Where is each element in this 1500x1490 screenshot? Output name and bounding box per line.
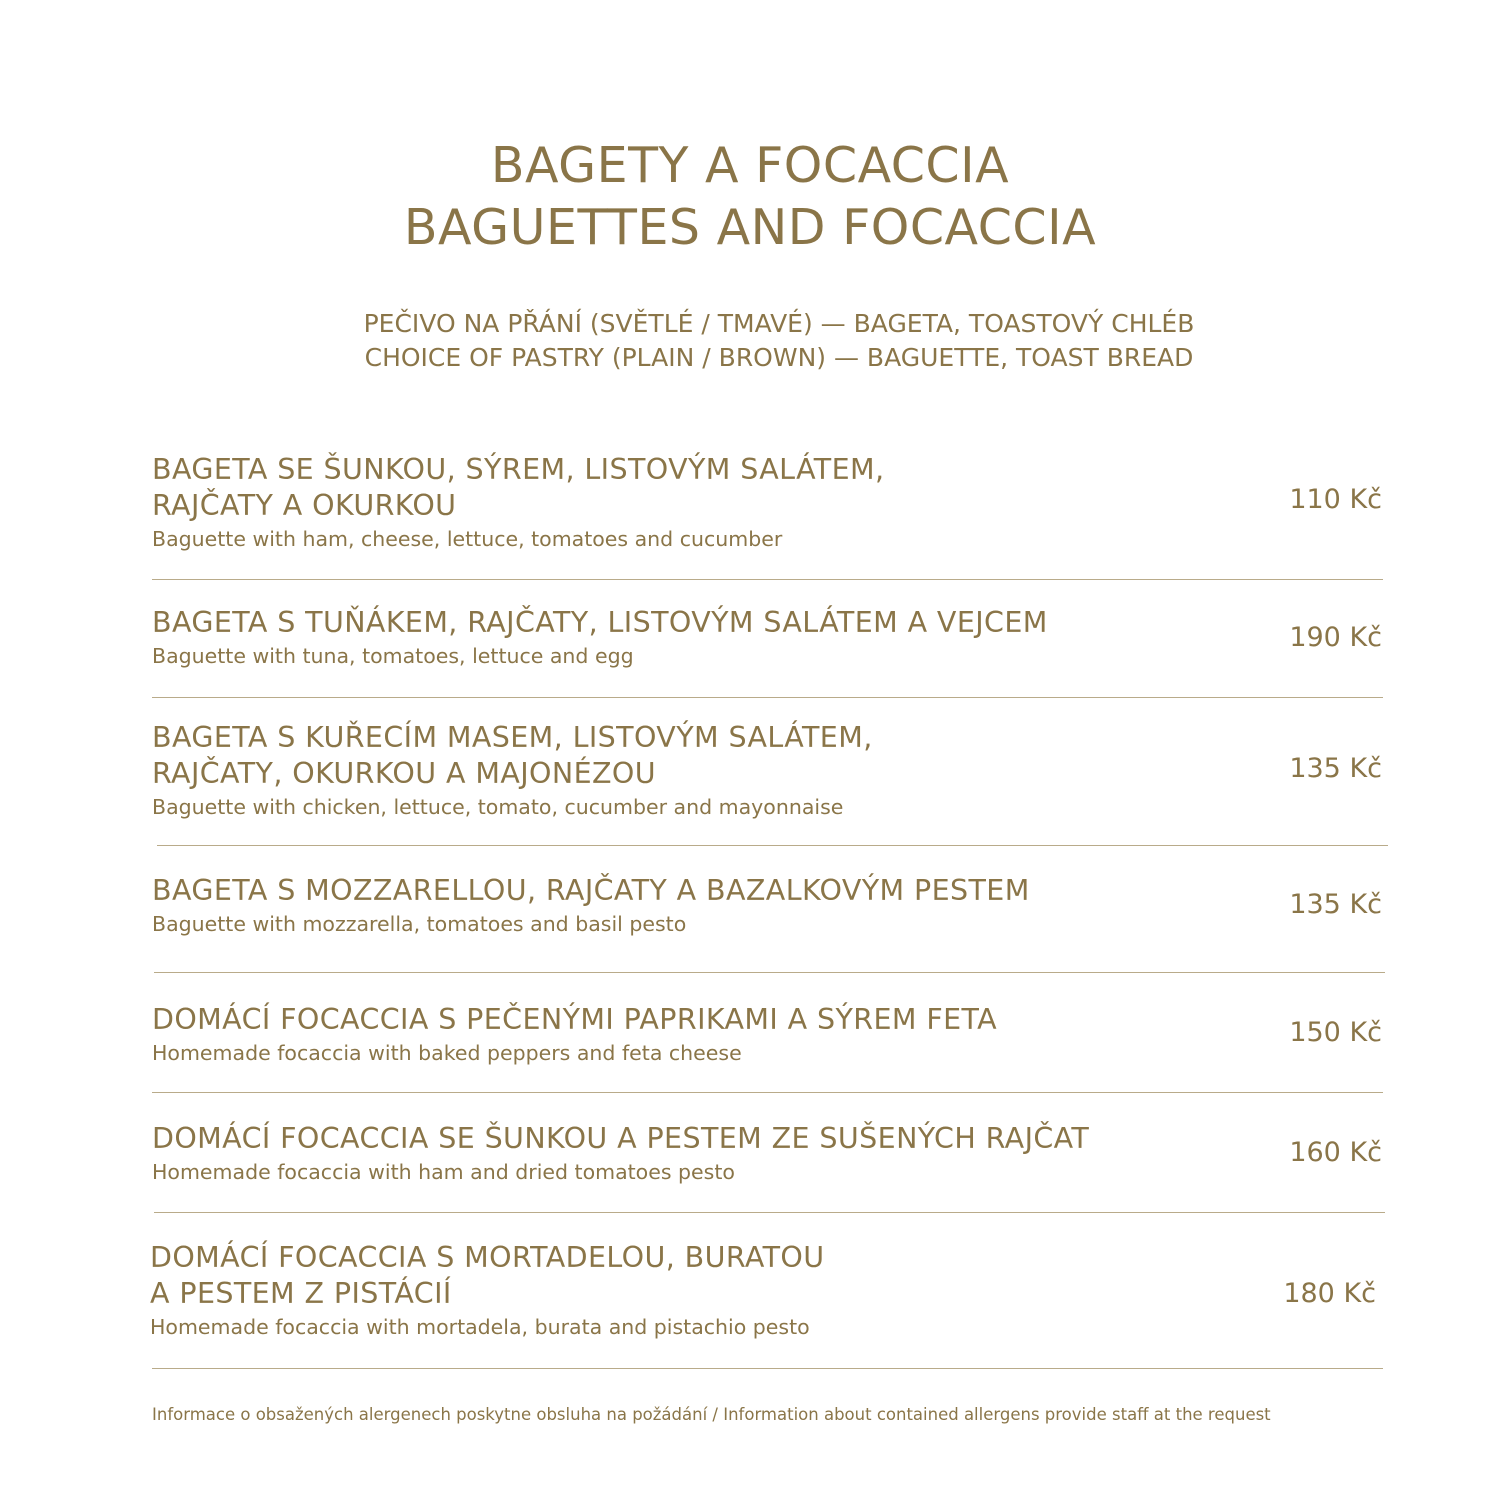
- item-description: Homemade focaccia with baked peppers and feta cheese: [152, 1041, 742, 1065]
- item-price: 180 Kč: [1283, 1278, 1376, 1309]
- menu-item: [152, 720, 1382, 830]
- item-name-line: BAGETA S TUŇÁKEM, RAJČATY, LISTOVÝM SALÁTEM A VEJCEM: [152, 606, 1048, 639]
- item-name: [152, 1002, 1382, 1038]
- item-name: [152, 720, 1382, 792]
- divider: [152, 1092, 1383, 1093]
- divider: [152, 579, 1383, 580]
- divider: [154, 1212, 1385, 1213]
- menu-item: [152, 873, 1382, 943]
- item-name-line: BAGETA SE ŠUNKOU, SÝREM, LISTOVÝM SALÁTEM,: [152, 453, 885, 486]
- pastry-choice-subtitle: [0, 307, 1500, 375]
- item-name-line: RAJČATY A OKURKOU: [152, 489, 457, 522]
- item-description: Homemade focaccia with mortadela, burata and pistachio pesto: [150, 1315, 810, 1339]
- page-title: [0, 135, 1500, 259]
- menu-item: [152, 1121, 1382, 1191]
- page-title-en: BAGUETTES AND FOCACCIA: [403, 199, 1097, 256]
- item-price: 135 Kč: [1289, 753, 1382, 784]
- divider: [152, 697, 1383, 698]
- allergens-note: Informace o obsažených alergenech poskytne obsluha na požádání / Information about contained allergens provide staff at the request: [152, 1405, 1271, 1424]
- divider: [154, 972, 1385, 973]
- item-name: [152, 605, 1382, 641]
- item-description: Homemade focaccia with ham and dried tomatoes pesto: [152, 1160, 735, 1184]
- item-name: [152, 452, 1382, 524]
- item-name-line: A PESTEM Z PISTÁCIÍ: [150, 1277, 452, 1310]
- item-name: [152, 1121, 1382, 1157]
- item-name-line: BAGETA S KUŘECÍM MASEM, LISTOVÝM SALÁTEM,: [152, 721, 873, 754]
- item-name-line: DOMÁCÍ FOCACCIA S MORTADELOU, BURATOU: [150, 1241, 825, 1274]
- item-description: Baguette with mozzarella, tomatoes and basil pesto: [152, 912, 687, 936]
- item-description: Baguette with ham, cheese, lettuce, tomatoes and cucumber: [152, 527, 783, 551]
- subtitle-cz: PEČIVO NA PŘÁNÍ (SVĚTLÉ / TMAVÉ) — BAGETA, TOASTOVÝ CHLÉB: [363, 309, 1195, 338]
- item-name-line: DOMÁCÍ FOCACCIA SE ŠUNKOU A PESTEM ZE SUŠENÝCH RAJČAT: [152, 1122, 1090, 1155]
- item-price: 135 Kč: [1289, 889, 1382, 920]
- page-title-cz: BAGETY A FOCACCIA: [490, 137, 1010, 194]
- item-name-line: DOMÁCÍ FOCACCIA S PEČENÝMI PAPRIKAMI A SÝREM FETA: [152, 1003, 998, 1036]
- item-price: 190 Kč: [1289, 622, 1382, 653]
- item-name: [150, 1240, 1380, 1312]
- item-price: 110 Kč: [1289, 484, 1382, 515]
- item-name: [152, 873, 1382, 909]
- menu-item: [152, 605, 1382, 675]
- subtitle-en: CHOICE OF PASTRY (PLAIN / BROWN) — BAGUETTE, TOAST BREAD: [364, 343, 1194, 372]
- divider: [157, 845, 1388, 846]
- item-price: 150 Kč: [1289, 1017, 1382, 1048]
- divider: [152, 1368, 1383, 1369]
- item-name-line: RAJČATY, OKURKOU A MAJONÉZOU: [152, 757, 656, 790]
- menu-item: [152, 452, 1382, 562]
- menu-item: [150, 1240, 1380, 1350]
- item-name-line: BAGETA S MOZZARELLOU, RAJČATY A BAZALKOVÝM PESTEM: [152, 874, 1030, 907]
- item-description: Baguette with chicken, lettuce, tomato, cucumber and mayonnaise: [152, 795, 844, 819]
- item-description: Baguette with tuna, tomatoes, lettuce and egg: [152, 644, 634, 668]
- item-price: 160 Kč: [1289, 1137, 1382, 1168]
- menu-item: [152, 1002, 1382, 1072]
